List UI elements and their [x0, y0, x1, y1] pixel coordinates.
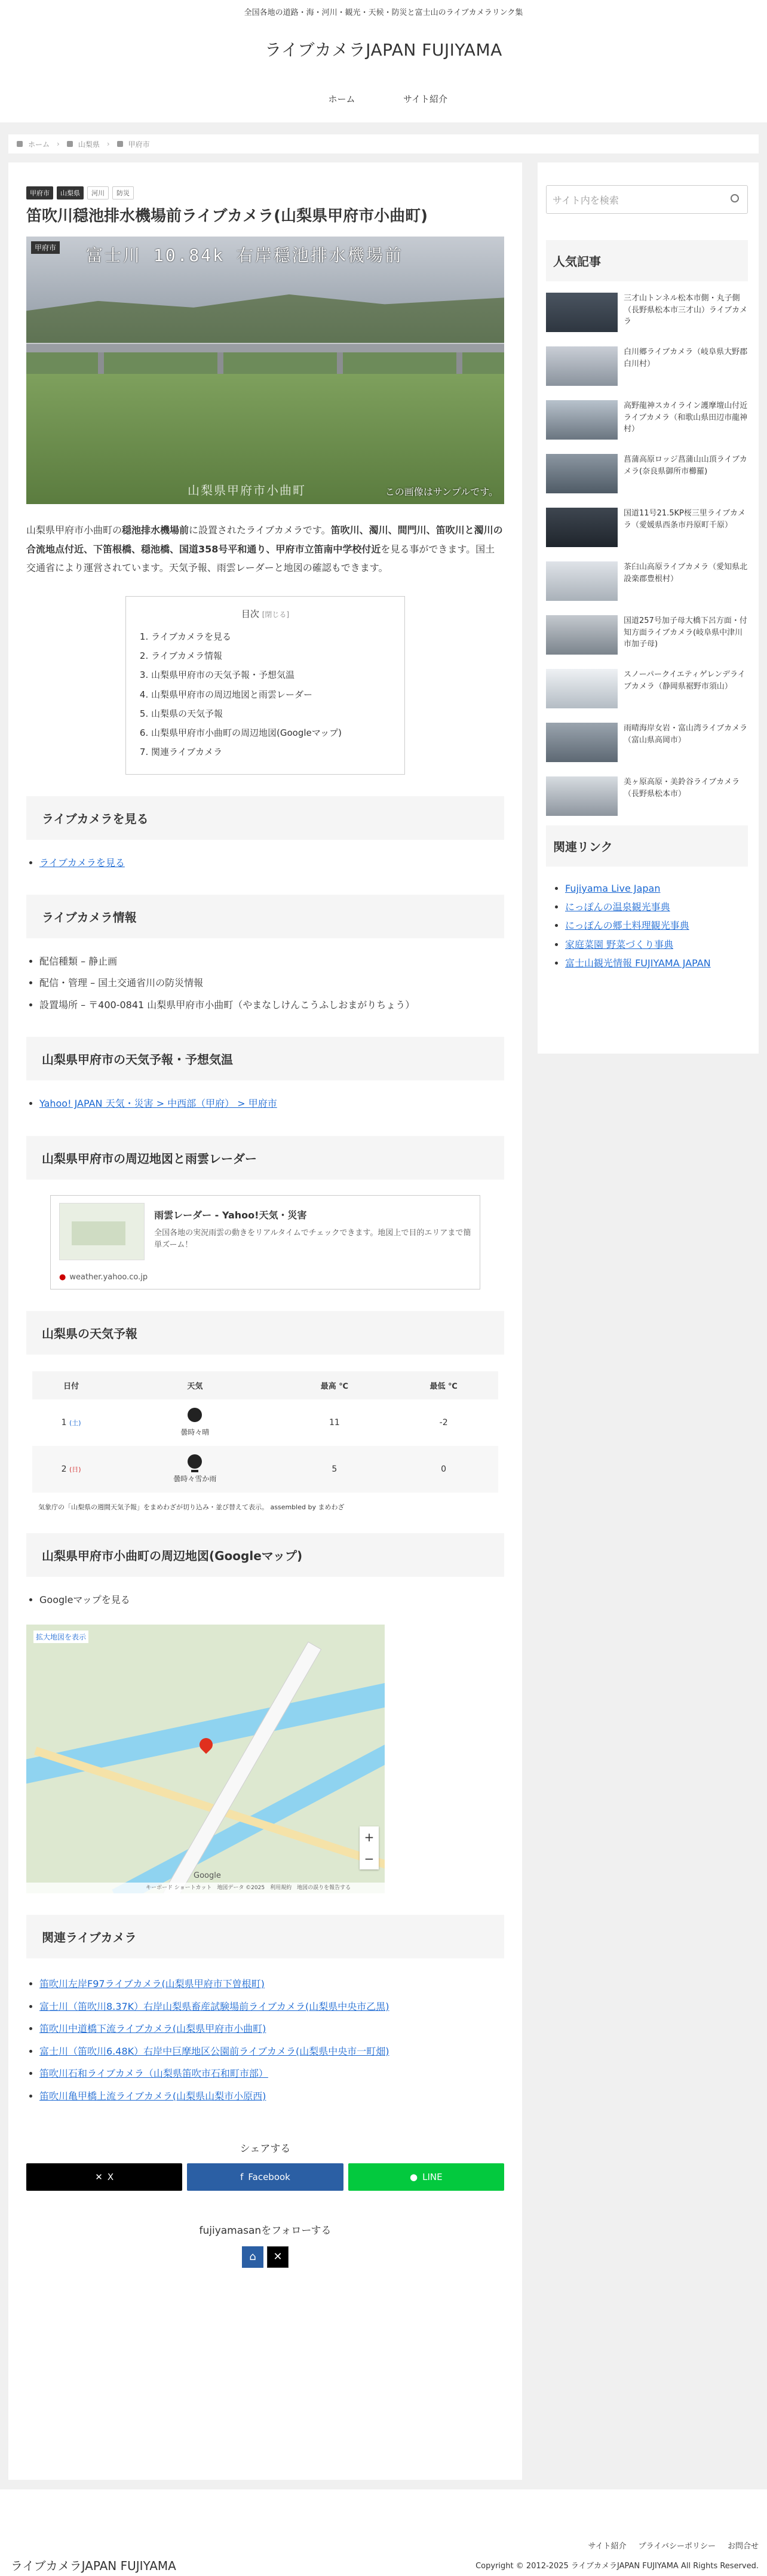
list-item: [39, 2040, 504, 2063]
camera-overlay-text: 富士川 10.84k 右岸穏池排水機場前: [86, 245, 403, 266]
google-map[interactable]: [26, 1625, 385, 1893]
list-item: [39, 1094, 504, 1114]
category-kofu[interactable]: 甲府市: [26, 186, 53, 199]
article-title: 笛吹川穏池排水機場前ライブカメラ(山梨県甲府市小曲町): [26, 207, 428, 225]
toc-item[interactable]: 7. 関連ライブカメラ: [151, 742, 390, 762]
weather-cell: [110, 1399, 280, 1446]
section-heading-forecast: 山梨県甲府市の天気予報・予想気温: [26, 1037, 504, 1080]
list-item[interactable]: [546, 454, 748, 508]
section-heading-camera-info: ライブカメラ情報: [26, 895, 504, 938]
table-of-contents: [125, 596, 405, 775]
tag-river[interactable]: 河川: [87, 186, 109, 199]
bridge-pillar: [98, 352, 104, 376]
weather-label: 曇時々雪か雨: [173, 1475, 217, 1484]
weather-cell: [110, 1446, 280, 1493]
toc-item[interactable]: 3. 山梨県甲府市の天気予報・予想気温: [151, 665, 390, 684]
date-value: 2: [61, 1464, 67, 1474]
nav-about[interactable]: サイト紹介: [403, 94, 447, 105]
forecast-list: [26, 1094, 504, 1114]
card-title: 雨雲レーダー - Yahoo!天気・災害: [154, 1209, 307, 1221]
toc-toggle[interactable]: [閉じる]: [262, 610, 290, 619]
table-header: 最高 ℃: [280, 1371, 389, 1399]
nav-home[interactable]: ホーム: [328, 94, 355, 105]
map-river: [26, 1677, 385, 1788]
share-line-label: LINE: [422, 2171, 443, 2182]
popular-thumbnail: [546, 669, 618, 708]
zoom-out-icon[interactable]: −: [364, 1852, 375, 1866]
sidebar-link[interactable]: にっぽんの郷土料理観光事典: [565, 920, 689, 932]
table-header: 日付: [32, 1371, 110, 1399]
map-enlarge-link[interactable]: 拡大地図を表示: [33, 1631, 88, 1643]
high-cell: 5: [280, 1446, 389, 1493]
card-thumbnail: [59, 1203, 145, 1260]
related-links: [546, 879, 748, 972]
related-link[interactable]: 富士川（笛吹川6.48K）右岸中巨摩地区公園前ライブカメラ(山梨県中央市一町畑): [39, 2045, 389, 2057]
folder-icon: [117, 141, 123, 147]
popular-list: [546, 293, 748, 830]
share-line-button[interactable]: [348, 2163, 504, 2191]
site-footer: [0, 2489, 767, 2576]
list-item: [565, 879, 748, 898]
x-icon[interactable]: ✕: [267, 2246, 289, 2268]
share-facebook-button[interactable]: [187, 2163, 343, 2191]
card-url: [59, 1273, 148, 1282]
follow-title: fujiyamasanをフォローする: [199, 2224, 332, 2237]
home-icon[interactable]: ⌂: [242, 2246, 263, 2268]
popular-title-text: 国道257号加子母大橋下呂方面・付知方面ライブカメラ(岐阜県中津川市加子母): [624, 616, 747, 649]
footer-link-contact[interactable]: お問合せ: [727, 2542, 759, 2551]
bridge-pillar: [456, 352, 462, 376]
date-cell: [32, 1399, 110, 1446]
category-list: [26, 186, 504, 199]
day-of-week: (土): [69, 1419, 81, 1427]
popular-thumbnail: [546, 776, 618, 816]
footer-link-privacy[interactable]: プライバシーポリシー: [638, 2542, 716, 2551]
list-item: [39, 2018, 504, 2040]
related-camera-list: [26, 1973, 504, 2108]
popular-thumbnail: [546, 454, 618, 493]
cloudy-sunny-icon: [188, 1408, 202, 1422]
section-heading-google-map: 山梨県甲府市小曲町の周辺地図(Googleマップ): [26, 1533, 504, 1577]
card-description: 全国各地の実況雨雲の動きをリアルタイムでチェックできます。地図上で目的エリアまで簡単ズーム！: [154, 1228, 471, 1250]
bridge: [26, 343, 504, 352]
main-content: [8, 162, 522, 2480]
live-camera-link[interactable]: ライブカメラを見る: [39, 856, 125, 868]
share-facebook-label: Facebook: [248, 2171, 290, 2182]
folder-icon: [67, 141, 73, 147]
line-icon: ●: [410, 2171, 418, 2182]
share-x-label: X: [107, 2171, 114, 2182]
search-icon[interactable]: [731, 194, 739, 202]
list-item: [39, 2062, 504, 2085]
list-item[interactable]: [546, 293, 748, 346]
search-placeholder: サイト内を検索: [553, 194, 619, 206]
list-item[interactable]: [546, 723, 748, 776]
yahoo-weather-link[interactable]: Yahoo! JAPAN 天気・災害 > 中西部（甲府） > 甲府市: [39, 1098, 277, 1110]
popular-thumbnail: [546, 723, 618, 762]
site-title[interactable]: ライブカメラJAPAN FUJIYAMA: [265, 40, 502, 60]
footer-link-about[interactable]: サイト紹介: [588, 2542, 627, 2551]
map-zoom-controls[interactable]: [360, 1826, 379, 1869]
footer-nav: [588, 2540, 759, 2551]
popular-title-text: 三才山トンネル松本市側・丸子側（長野県松本市三才山）ライブカメラ: [624, 294, 748, 326]
live-camera-list: [26, 853, 504, 873]
related-link[interactable]: 富士川（笛吹川8.37K）右岸山梨県畜産試験場前ライブカメラ(山梨県中央市乙黒): [39, 2000, 389, 2012]
popular-thumbnail: [546, 346, 618, 386]
breadcrumb-home[interactable]: ホーム: [28, 140, 50, 149]
lead-text: 山梨県甲府市小曲町の: [26, 524, 122, 536]
breadcrumb-city[interactable]: 甲府市: [128, 140, 150, 149]
sidebar-link[interactable]: にっぽんの温泉観光事典: [565, 901, 670, 913]
camera-info-list: [26, 951, 504, 1015]
popular-title-text: 国道11号21.5KP桜三里ライブカメラ（愛媛県西条市丹原町千原）: [624, 509, 745, 530]
date-cell: [32, 1446, 110, 1493]
popular-title-text: 雨晴海岸女岩・富山湾ライブカメラ（富山県高岡市）: [624, 724, 748, 745]
list-item: [565, 954, 748, 972]
section-heading-radar: 山梨県甲府市の周辺地図と雨雲レーダー: [26, 1136, 504, 1180]
lead-text: に設置されたライブカメラです。: [189, 524, 331, 536]
popular-title-text: 白川郷ライブカメラ（岐阜県大野郡白川村）: [624, 348, 748, 369]
sidebar-link[interactable]: 富士山観光情報 FUJIYAMA JAPAN: [565, 957, 711, 969]
site-header: [0, 0, 767, 122]
bridge-pillar: [337, 352, 343, 376]
card-url-text: weather.yahoo.co.jp: [69, 1272, 148, 1282]
home-icon: [17, 141, 23, 147]
table-row: [32, 1446, 498, 1493]
toc-heading: 目次: [241, 608, 259, 619]
low-cell: -2: [439, 1417, 448, 1427]
lead-text: を見る事ができます。国土交通省により運営されています。天気予報、雨雲レーダーと地図の確認もできます。: [26, 543, 495, 573]
list-item: • 配信種類 – 静止画: [39, 951, 504, 972]
camera-sample-image: [26, 237, 504, 504]
list-item: [565, 898, 748, 916]
list-item[interactable]: [546, 561, 748, 615]
list-item: [39, 1995, 504, 2018]
footer-site-name[interactable]: ライブカメラJAPAN FUJIYAMA: [11, 2559, 176, 2573]
list-item: • Googleマップを見る: [39, 1590, 504, 1610]
list-item[interactable]: [546, 615, 748, 669]
bridge-pillar: [217, 352, 223, 376]
related-link[interactable]: 笛吹川石和ライブカメラ（山梨県笛吹市石和町市部）: [39, 2068, 268, 2080]
popular-thumbnail: [546, 508, 618, 547]
google-logo: Google: [194, 1871, 221, 1881]
list-item[interactable]: [546, 776, 748, 830]
site-tagline: 全国各地の道路・海・河川・観光・天候・防災と富士山のライブカメラリンク集: [244, 8, 523, 17]
popular-title-text: スノーパークイエティゲレンデライブカメラ（静岡県裾野市須山）: [624, 670, 745, 691]
toc-item[interactable]: 5. 山梨県の天気予報: [151, 704, 390, 723]
related-link[interactable]: 笛吹川中道橋下流ライブカメラ(山梨県甲府市小曲町): [39, 2023, 266, 2035]
toc-item[interactable]: 6. 山梨県甲府市小曲町の周辺地図(Googleマップ): [151, 723, 390, 742]
list-item[interactable]: [546, 508, 748, 561]
sample-notice: この画像はサンプルです。: [385, 486, 498, 498]
related-link[interactable]: 笛吹川亀甲橋上流ライブカメラ(山梨県山梨市小原西): [39, 2090, 266, 2102]
lead-bold: 穏池排水機場前: [122, 524, 189, 536]
popular-thumbnail: [546, 293, 618, 332]
date-value: 1: [61, 1417, 67, 1427]
link-card[interactable]: [50, 1195, 480, 1289]
list-item: [565, 916, 748, 935]
map-attribution: キーボード ショートカット 地図データ ©2025 利用規約 地図の誤りを報告する: [26, 1883, 385, 1893]
sidebar-link[interactable]: 家庭菜園 野菜づくり事典: [565, 938, 674, 950]
toc-item[interactable]: 1. ライブカメラを見る: [151, 627, 390, 646]
follow-buttons: [26, 2246, 504, 2268]
weather-table: [32, 1371, 498, 1493]
article: [26, 186, 504, 2268]
list-item: • 配信・管理 – 国土交通省川の防災情報: [39, 973, 504, 993]
x-icon: ✕: [95, 2171, 103, 2182]
high-cell: 11: [329, 1417, 340, 1427]
sidebar: [538, 162, 759, 1054]
list-item[interactable]: [546, 669, 748, 723]
popular-thumbnail: [546, 561, 618, 601]
category-yamanashi[interactable]: 山梨県: [57, 186, 84, 199]
popular-title-text: 菖蒲高原ロッジ菖蒲山山頂ライブカメラ(奈良県御所市櫛羅): [624, 455, 747, 476]
toc-item[interactable]: 4. 山梨県甲府市の周辺地図と雨雲レーダー: [151, 685, 390, 704]
links-title: 関連リンク: [546, 825, 748, 867]
breadcrumb: [8, 134, 759, 153]
cloudy-snow-icon: [188, 1454, 202, 1469]
list-item: • 設置場所 – 〒400-0841 山梨県甲府市小曲町（やまなしけんこうふしおまがりちょう）: [39, 995, 504, 1015]
camera-label: 甲府市: [31, 241, 60, 254]
map-list: [26, 1590, 504, 1610]
yahoo-icon: ●: [59, 1272, 66, 1282]
day-of-week: (日): [69, 1465, 81, 1473]
section-heading-related: 関連ライブカメラ: [26, 1915, 504, 1958]
card-body: [154, 1203, 471, 1282]
list-item: [39, 853, 504, 873]
breadcrumb-separator: ›: [57, 140, 60, 148]
related-link[interactable]: 笛吹川左岸F97ライブカメラ(山梨県甲府市下曽根町): [39, 1978, 265, 1990]
section-heading-live-camera: ライブカメラを見る: [26, 796, 504, 840]
sidebar-link[interactable]: Fujiyama Live Japan: [565, 883, 661, 894]
popular-thumbnail: [546, 400, 618, 440]
popular-title-text: 茶臼山高原ライブカメラ（愛知県北設楽郡豊根村）: [624, 563, 748, 584]
camera-overlay-bottom: 山梨県甲府市小曲町: [188, 483, 306, 498]
toc-title: [140, 607, 390, 620]
weather-source-note: 気象庁の「山梨県の週間天気予報」をまめわざが切り込み・並び替えて表示。 assembled by まめわざ: [38, 1503, 345, 1511]
section-heading-prefecture-forecast: 山梨県の天気予報: [26, 1311, 504, 1355]
popular-thumbnail: [546, 615, 618, 655]
breadcrumb-separator: ›: [106, 140, 110, 148]
list-item[interactable]: [546, 346, 748, 400]
zoom-in-icon[interactable]: +: [364, 1830, 375, 1845]
share-title: シェアする: [240, 2142, 291, 2155]
list-item: [39, 1973, 504, 1995]
table-header-row: [32, 1371, 498, 1399]
popular-title-text: 高野龍神スカイライン護摩壇山付近ライブカメラ（和歌山県田辺市龍神村）: [624, 401, 748, 434]
footer-copyright: Copyright © 2012-2025 ライブカメラJAPAN FUJIYAMA All Rights Reserved.: [475, 2562, 759, 2571]
lead-bold: 笛吹川、濁川、間門川、笛吹川と濁川の合流地点付近、下笛根橋、穏池橋、国道358号平和通り、甲府市立笛南中学校付近: [26, 524, 503, 555]
search-input[interactable]: [546, 185, 748, 214]
low-cell: 0: [389, 1446, 498, 1493]
tag-disaster[interactable]: 防災: [112, 186, 134, 199]
lead-paragraph: [26, 521, 504, 577]
list-item[interactable]: [546, 400, 748, 454]
share-buttons: [26, 2163, 504, 2191]
popular-title-text: 美ヶ原高原・美鈴谷ライブカメラ（長野県松本市）: [624, 778, 740, 799]
facebook-icon: f: [240, 2171, 244, 2182]
toc-list: [140, 627, 390, 762]
breadcrumb-prefecture[interactable]: 山梨県: [78, 140, 100, 149]
list-item: [565, 935, 748, 954]
toc-item[interactable]: 2. ライブカメラ情報: [151, 646, 390, 665]
table-header: 最低 ℃: [389, 1371, 498, 1399]
popular-title: 人気記事: [546, 240, 748, 281]
table-header: 天気: [110, 1371, 280, 1399]
table-row: [32, 1399, 498, 1446]
weather-label: 曇時々晴: [180, 1428, 210, 1437]
global-nav: [0, 93, 767, 105]
list-item: [39, 2085, 504, 2108]
share-x-button[interactable]: [26, 2163, 182, 2191]
